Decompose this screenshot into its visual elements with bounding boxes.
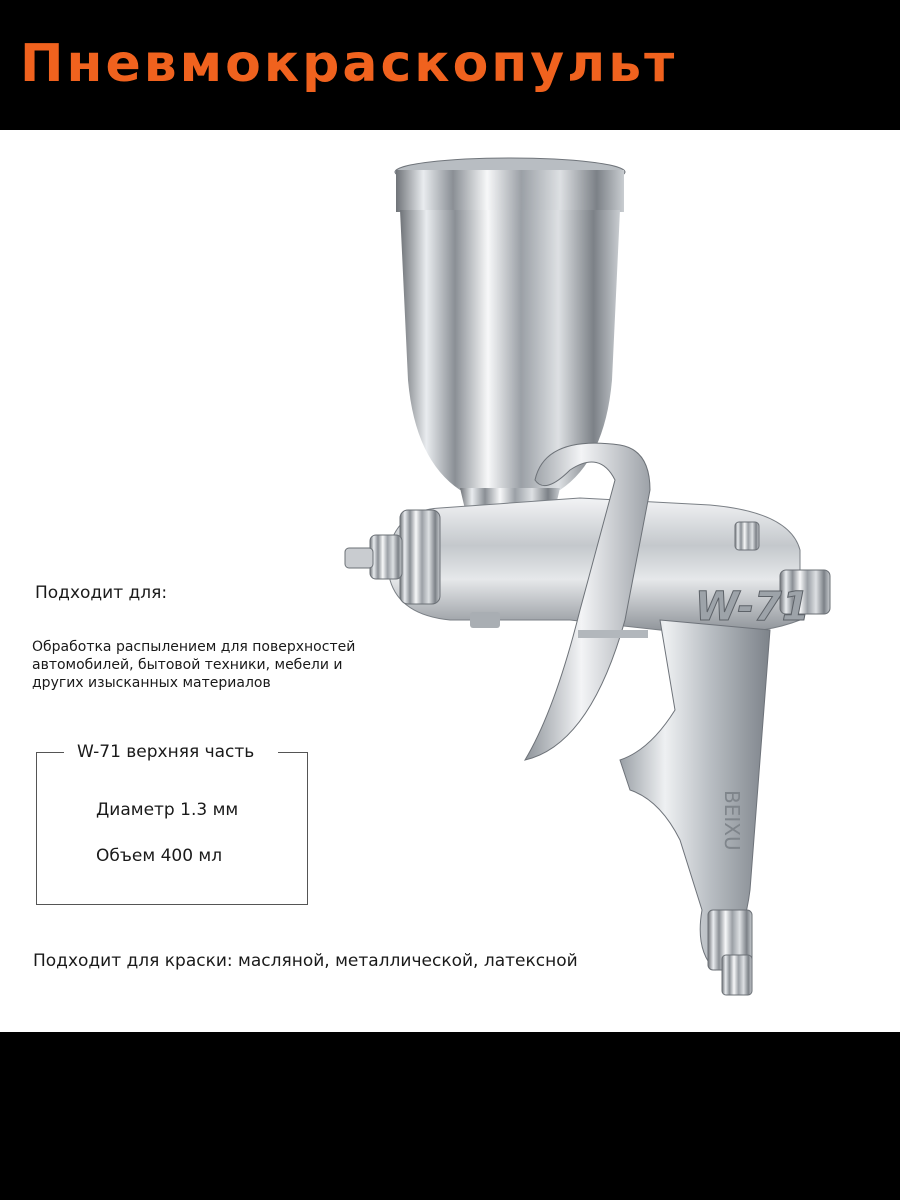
page-title: Пневмокраскопульт [20,34,678,94]
spec-heading: W-71 верхняя часть [77,742,255,762]
paint-cup [395,158,625,522]
spec-box-top-left-line [36,752,64,753]
header-band [0,0,900,130]
spec-volume: Объем 400 мл [96,846,223,866]
handle-brand: BEIXU [720,790,744,851]
spray-gun-image [330,150,860,1010]
footer-band [0,1032,900,1200]
paint-types: Подходит для краски: масляной, металлической, латексной [33,951,578,971]
spec-diameter: Диаметр 1.3 мм [96,800,239,820]
spec-box [36,752,308,905]
usage-description: Обработка распылением для поверхностей автомобилей, бытовой техники, мебели и других изысканных материалов [32,639,356,691]
model-mark: W-71 [695,584,810,630]
spec-box-top-right-line [278,752,307,753]
suitable-for-label: Подходит для: [35,583,168,603]
